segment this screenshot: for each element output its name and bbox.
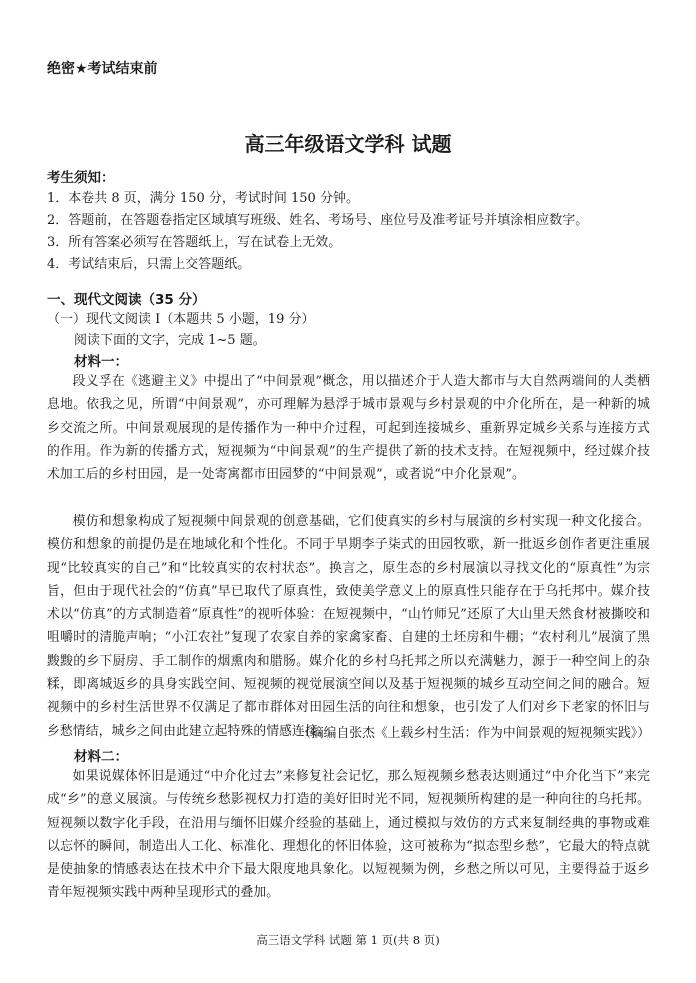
- subsection-heading: （一）现代文阅读 I（本题共 5 小题，19 分）: [47, 312, 315, 327]
- notice-item: 4．考试结束后，只需上交答题纸。: [47, 257, 251, 272]
- material-1-paragraph-1: 段义孚在《逃避主义》中提出了“中间景观”概念，用以描述介于人造大都市与大自然两端间的人类栖息地。依我之见，所谓“中间景观”，亦可理解为悬浮于城市景观与乡村景观的中介化所在，是一种新的城乡交流之所。中间景观展现的是传播作为一种中介过程，可起到连接城乡、重新界定城乡关系与连接方式的作用。作为新的传播方式，短视频为“中间景观”的生产提供了新的技术支持。在短视频中，经过媒介技术加工后的乡村田园，是一处寄寓都市田园梦的“中间景观”，或者说“中介化景观”。: [47, 374, 650, 483]
- material-2-paragraph: 如果说媒体怀旧是通过“中介化过去”来修复社会记忆，那么短视频乡愁表达则通过“中介化当下”来完成“乡”的意义展演。与传统乡愁影视权力打造的美好旧时光不同，短视频所构建的是一种向往的乌托邦。短视频以数字化手段，在沿用与缅怀旧媒介经验的基础上，通过模拟与效仿的方式来复制经典的事物或难以忘怀的瞬间，制造出人工化、标准化、理想化的怀旧体验，这可被称为“拟态型乡愁”，它最大的特点就是使抽象的情感表达在技术中介下最大限度地具象化。以短视频为例，乡愁之所以可见，主要得益于返乡青年短视频实践中两种呈现形式的叠加。: [47, 769, 650, 901]
- reading-instruction: 阅读下面的文字，完成 1~5 题。: [74, 333, 266, 348]
- section-heading: 一、现代文阅读（35 分）: [47, 292, 206, 308]
- material-2-label: 材料二：: [74, 749, 128, 765]
- notice-item: 2．答题前，在答题卷指定区域填写班级、姓名、考场号、座位号及准考证号并填涂相应数字。: [47, 213, 589, 228]
- exam-title: 高三年级语文学科 试题: [244, 132, 452, 156]
- material-1-source: （摘编自张杰《上载乡村生活：作为中间景观的短视频实践》）: [298, 726, 650, 741]
- material-1-paragraph-2: 模仿和想象构成了短视频中间景观的创意基础，它们使真实的乡村与展演的乡村实现一种文化接合。模仿和想象的前提仍是在地域化和个性化。不同于早期李子柒式的田园牧歌，新一批返乡创作者更注重展现“比较真实的自己”和“比较真实的农村状态”。换言之，原生态的乡村展演以寻找文化的“原真性”为宗旨，但由于现代社会的“仿真”早已取代了原真性，致使美学意义上的原真性只能存在于乌托邦中。媒介技术以“仿真”的方式制造着“原真性”的视听体验：在短视频中，“山竹师兄”还原了大山里天然食材被撕咬和咀嚼时的清脆声响；“小江农社”复现了农家自养的家禽家畜、自建的土坯房和牛棚；“农村利儿”展演了黑黢黢的乡下厨房、手工制作的烟熏肉和腊肠。媒介化的乡村乌托邦之所以充满魅力，源于一种空间上的杂糅，即离城返乡的具身实践空间、短视频的视觉展演空间以及基于短视频的城乡互动空间之间的融合。短视频中的乡村生活世界不仅满足了都市群体对田园生活的向往和想象，也引发了人们对乡下老家的怀旧与乡愁情结，城乡之间由此建立起特殊的情感连接。: [47, 514, 650, 739]
- material-1-label: 材料一：: [74, 354, 128, 370]
- notice-item: 1．本卷共 8 页，满分 150 分，考试时间 150 分钟。: [47, 191, 359, 206]
- notice-item: 3．所有答案必须写在答题纸上，写在试卷上无效。: [47, 235, 342, 250]
- notice-heading: 考生须知：: [47, 170, 115, 186]
- confidential-label: 绝密★考试结束前: [47, 61, 158, 77]
- page-footer: 高三语文学科 试题 第 1 页(共 8 页): [256, 933, 440, 947]
